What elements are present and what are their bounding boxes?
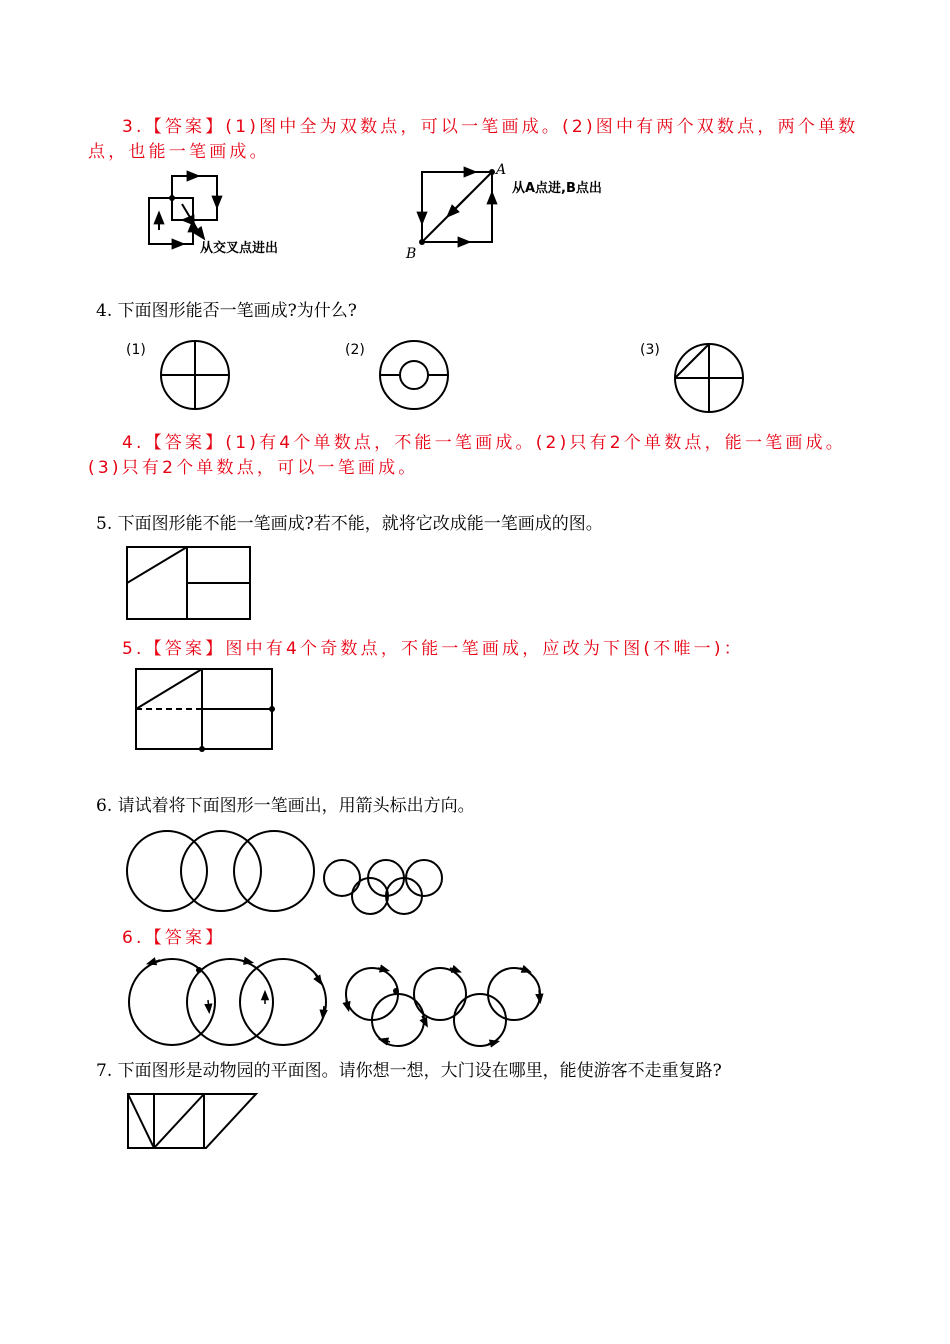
q4-figure-2 (380, 341, 448, 409)
q3-fig2-caption: 从A点进,B点出 (512, 181, 602, 196)
q3-figure-overlapping-squares (140, 168, 320, 263)
q4-figure-3 (675, 344, 743, 412)
q4-figure-1 (161, 341, 229, 409)
q3-fig2-label-b: B (406, 246, 417, 262)
q4-answer-line2: (3)只有2个单数点，可以一笔画成。 (88, 458, 419, 478)
q5-question: 5. 下面图形能不能一笔画成?若不能，就将它改成能一笔画成的图。 (96, 514, 603, 534)
q3-fig1-caption: 从交叉点进出 (200, 241, 279, 256)
q4-answer-line1: 4.【答案】(1)有4个单数点，不能一笔画成。(2)只有2个单数点，能一笔画成。 (122, 433, 847, 453)
q6-question: 6. 请试着将下面图形一笔画出，用箭头标出方向。 (96, 796, 475, 816)
q3-figure-square-diagonal (400, 160, 640, 265)
q5-figure (124, 544, 256, 624)
q3-answer-line1: 3.【答案】(1)图中全为双数点，可以一笔画成。(2)图中有两个双数点，两个单数 (122, 117, 859, 137)
q5-answer: 5.【答案】图中有4个奇数点，不能一笔画成，应改为下图(不唯一)： (122, 639, 744, 659)
q7-zoo-plan-figure (124, 1090, 264, 1154)
q4-label-3: (3) (640, 342, 660, 358)
q3-fig2-label-a: A (496, 162, 507, 178)
q3-answer-line2: 点，也能一笔画成。 (88, 142, 270, 162)
q4-question: 4. 下面图形能否一笔画成?为什么? (96, 301, 357, 321)
q5-answer-figure (130, 665, 280, 755)
q4-label-2: (2) (345, 342, 365, 358)
q4-figures (120, 336, 760, 418)
q4-label-1: (1) (126, 342, 146, 358)
q7-question: 7. 下面图形是动物园的平面图。请你想一想，大门设在哪里，能使游客不走重复路? (96, 1061, 722, 1081)
q6-answer: 6.【答案】 (122, 928, 226, 948)
q6-answer-figures (120, 954, 560, 1054)
q6-figures (120, 826, 450, 916)
